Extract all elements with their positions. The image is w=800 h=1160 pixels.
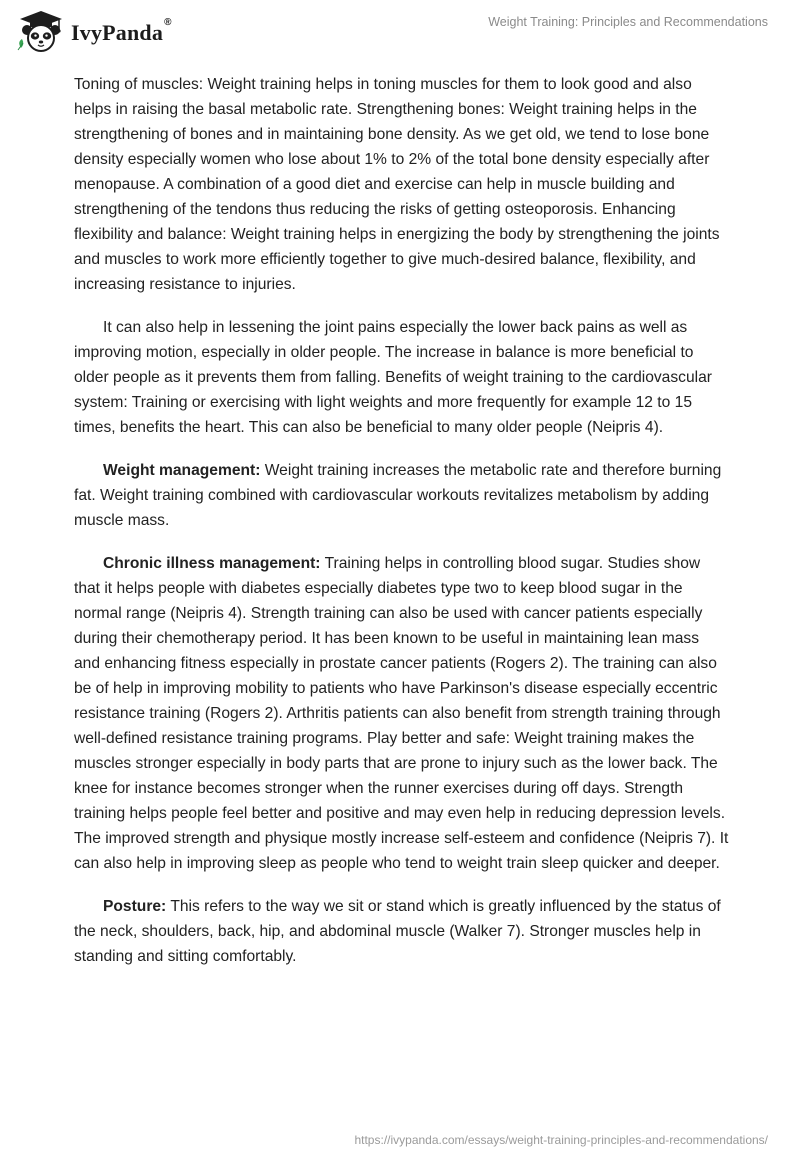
paragraph-text: Weight training increases the metabolic rate and therefore burning fat. Weight training combined with cardiovascular workouts revitalizes metabolism by adding muscle mass. (74, 462, 722, 529)
paragraph-posture (74, 894, 729, 969)
source-url[interactable]: https://ivypanda.com/essays/weight-training-principles-and-recommendations/ (354, 1133, 768, 1147)
paragraph-heading: Posture: (103, 898, 167, 915)
paragraph-text: This refers to the way we sit or stand which is greatly influenced by the status of the neck, shoulders, back, hip, and abdominal muscle (Walker 7). Stronger muscles help in standing and sitting comfortably. (74, 898, 721, 965)
brand-logo[interactable] (15, 10, 172, 54)
paragraph-chronic-illness (74, 551, 729, 876)
paragraph-heading: Chronic illness management: (103, 555, 321, 572)
paragraph-heading: Weight management: (103, 462, 261, 479)
essay-body (74, 72, 729, 987)
paragraph-text: Toning of muscles: Weight training helps in toning muscles for them to look good and also helps in raising the basal metabolic rate. Strengthening bones: Weight training helps in the strengthening of bones and in maintaining bone density. As we get old, we tend to lose bone density especially women who lose about 1% to 2% of the total bone density especially after menopause. A combination of a good diet and exercise can help in muscle building and strengthening of the tendons thus reducing the risks of getting osteoporosis. Enhancing flexibility and balance: Weight training helps in energizing the body by strengthening the joints and muscles to work more efficiently together to give much-desired balance, flexibility, and increasing resistance to injuries. (74, 76, 720, 293)
paragraph-text: Training helps in controlling blood sugar. Studies show that it helps people with diabetes especially diabetes type two to keep blood sugar in the normal range (Neipris 4). Strength training can also be used with cancer patients especially during their chemotherapy period. It has been known to be useful in maintaining lean mass and enhancing fitness especially in prostate cancer patients (Rogers 2). The training can also be of help in improving mobility to patients who have Parkinson's disease especially eccentric resistance training (Rogers 2). Arthritis patients can also benefit from strength training through well-defined resistance training programs. Play better and safe: Weight training makes the muscles stronger especially in body parts that are prone to injury such as the lower back. The knee for instance becomes stronger when the runner exercises during off days. Strength training helps people feel better and positive and may even help in reducing depression levels. The improved strength and physique mostly increase self-esteem and confidence (Neipris 7). It can also help in improving sleep as people who tend to weight train sleep quicker and deeper. (74, 555, 729, 872)
paragraph-weight-management (74, 458, 729, 533)
registered-mark: ® (164, 17, 172, 28)
brand-name: IvyPanda® (71, 17, 172, 45)
paragraph-toning (74, 72, 729, 297)
page-header (0, 0, 800, 60)
document-title: Weight Training: Principles and Recommendations (488, 15, 768, 29)
paragraph-joint-pains (74, 315, 729, 440)
paragraph-text: It can also help in lessening the joint pains especially the lower back pains as well as improving motion, especially in older people. The increase in balance is more beneficial to older people as it prevents them from falling. Benefits of weight training to the cardiovascular system: Training or exercising with light weights and more frequently for example 12 to 15 times, benefits the heart. This can also be beneficial to many older people (Neipris 4). (74, 319, 712, 436)
panda-graduate-icon (15, 10, 67, 54)
